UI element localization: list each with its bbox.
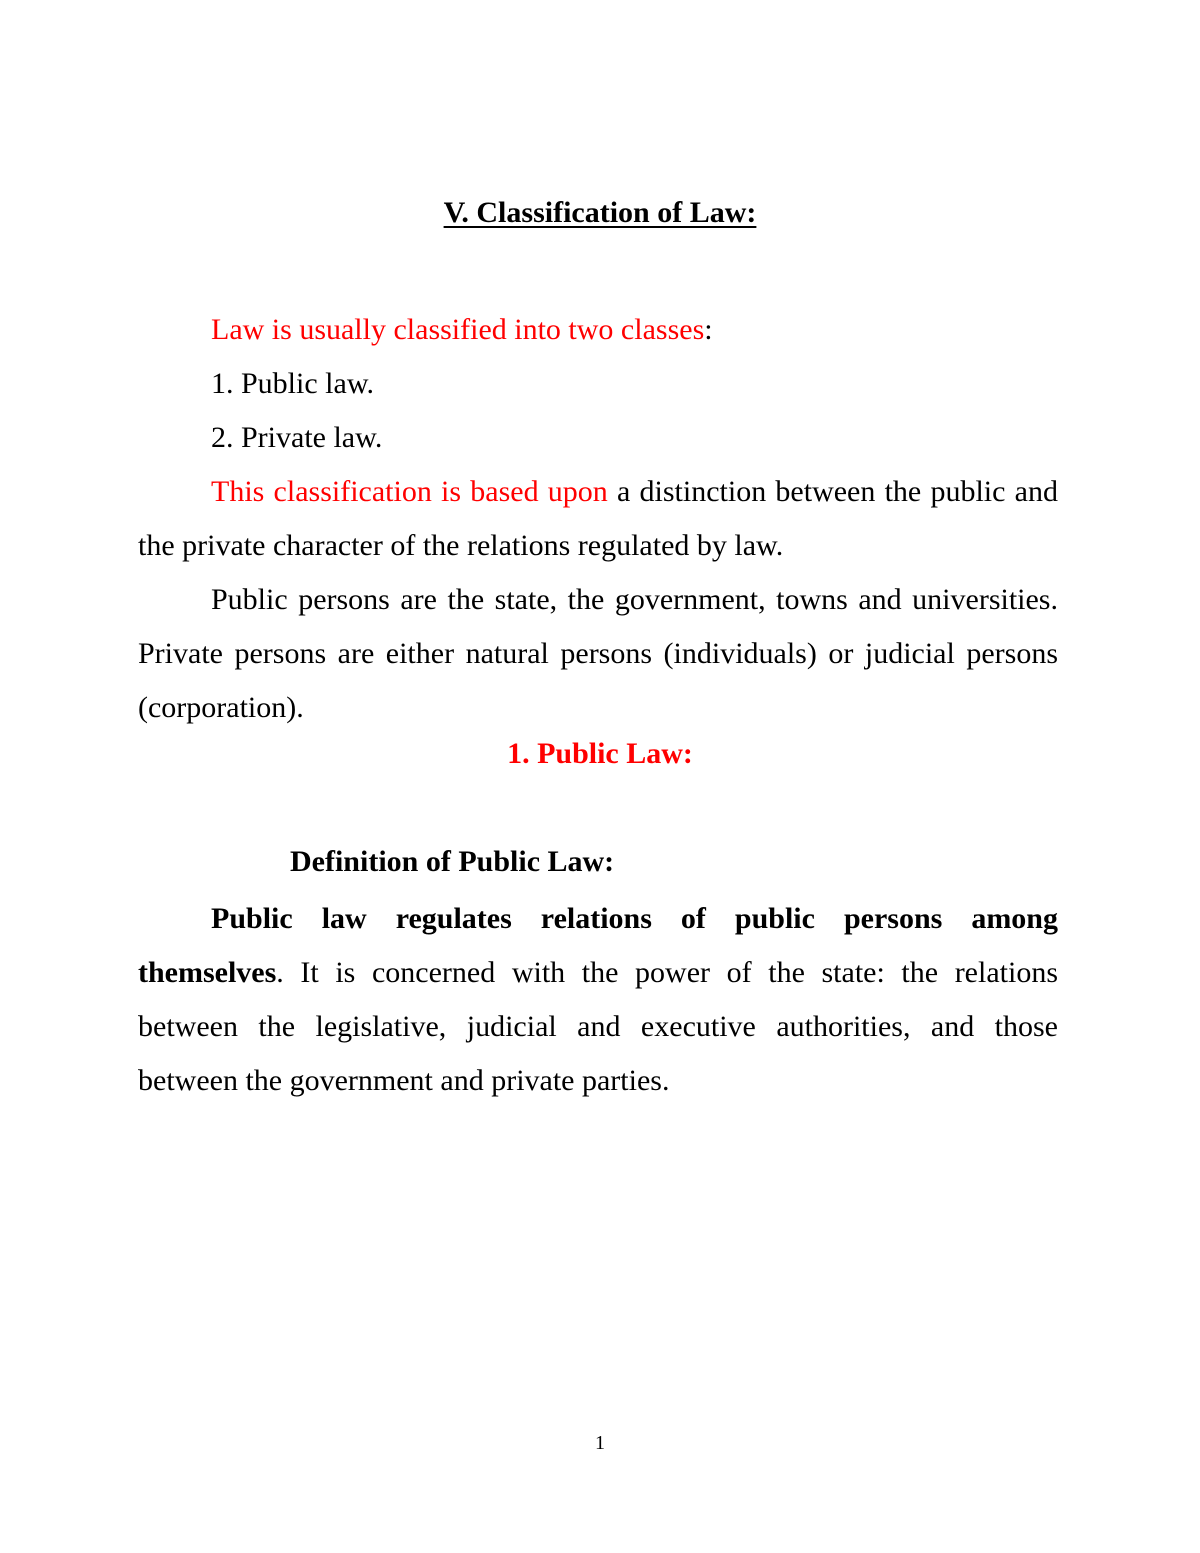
definition-heading: Definition of Public Law: [290,845,615,878]
definition-rest: . It is concerned with the power of the state: the relations between the legislative, judicial and executive authorities, and those between the government and private parties. [138,956,1058,1097]
basis-rest: a distinction between the public and the private character of the relations regulated by law. [138,475,1058,562]
section-heading-public-law: 1. Public Law: [507,737,693,770]
document-title: V. Classification of Law: [443,196,757,229]
persons-paragraph: Public persons are the state, the government, towns and universities. Private persons are either natural persons (individuals) or judicial persons (corporation). [138,583,1058,724]
definition-lead: Public law regulates relations of public persons among themselves [138,902,1058,989]
intro-block [138,303,1058,735]
definition-paragraph [138,892,1058,1108]
page-number: 1 [595,1432,605,1454]
intro-line [138,303,1058,357]
intro-lead: Law is usually classified into two classes [211,313,705,346]
basis-lead: This classification is based upon [211,475,608,508]
intro-colon: : [704,313,713,346]
list-item-public-law: 1. Public law. [211,367,375,400]
list-item-private-law: 2. Private law. [211,421,383,454]
classification-basis-paragraph [138,465,1058,573]
definition-block [138,892,1058,1108]
